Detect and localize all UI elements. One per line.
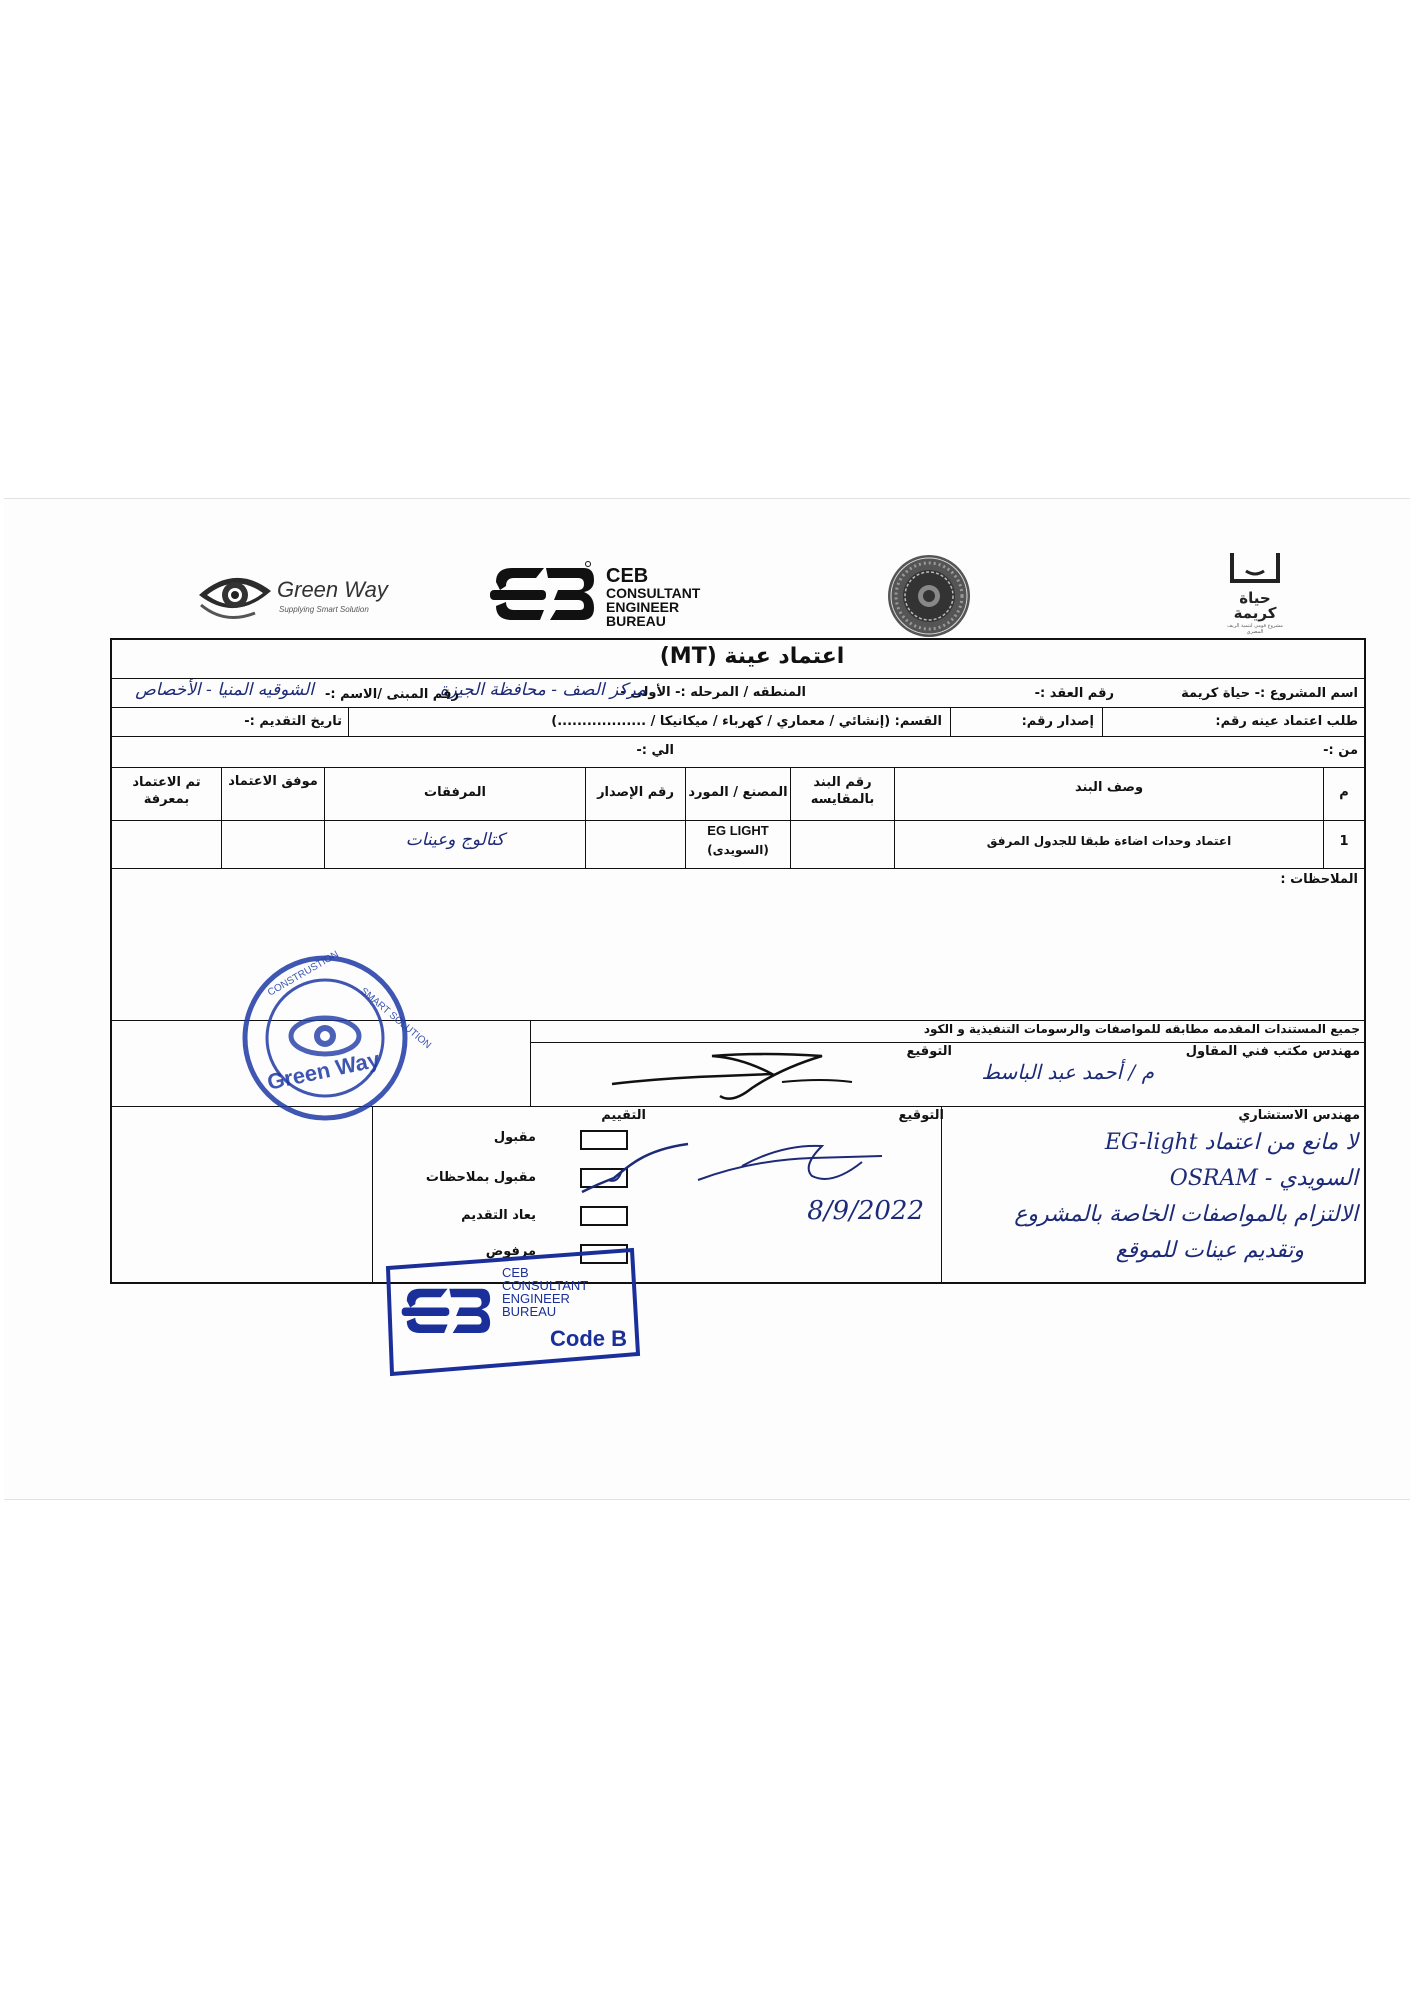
ceb-logo	[488, 560, 728, 630]
issue-number-label: إصدار رقم:	[1021, 714, 1094, 729]
government-seal	[886, 553, 972, 639]
greenway-eye-icon	[195, 565, 275, 625]
ceb-stamp-line: BUREAU	[502, 1304, 557, 1319]
contractor-signature-label: التوقيع	[906, 1044, 952, 1059]
row-attachments: كتالوج وعينات	[405, 830, 505, 850]
to-label: الي :-	[636, 743, 674, 758]
svg-text:SMART SOLUTION: SMART SOLUTION	[358, 985, 433, 1052]
consultant-signature	[692, 1136, 892, 1196]
ceb-code-stamp	[382, 1246, 642, 1376]
from-label: من :-	[1323, 743, 1358, 758]
check-mark-icon	[578, 1140, 698, 1200]
row-supplier-subname: (السويدى)	[707, 843, 769, 857]
row-supplier-name: EG LIGHT	[707, 823, 769, 838]
ceb-logo-text	[606, 566, 700, 628]
ceb-mark-icon	[488, 560, 598, 630]
contractor-signature	[602, 1048, 862, 1108]
evaluation-label: التقييم	[601, 1108, 646, 1123]
hayah-karima-logo	[1218, 549, 1292, 635]
col-number-header: م	[1339, 785, 1349, 800]
ceb-stamp-text	[502, 1266, 588, 1318]
code-b-label: Code B	[550, 1326, 627, 1351]
consultant-note-line: الالتزام بالمواصفات الخاصة بالمشروع	[1014, 1202, 1358, 1227]
ceb-stamp-line: ENGINEER	[502, 1291, 570, 1306]
ceb-line: BUREAU	[606, 613, 666, 629]
hayah-karima-text: حياة كريمة	[1233, 589, 1277, 622]
consultant-note-line: وتقديم عينات للموقع	[1115, 1238, 1304, 1263]
compliance-statement: جميع المستندات المقدمه مطابقه للمواصفات والرسومات التنفيذية و الكود	[923, 1022, 1360, 1036]
col-description-header: وصف البند	[1074, 780, 1144, 795]
department-label: القسم: (إنشائي / معماري / كهرباء / ميكانيكا / ..................)	[551, 714, 942, 729]
consultant-note-line: السويدي - OSRAM	[1169, 1166, 1358, 1191]
ceb-stamp-line: CEB	[502, 1265, 529, 1280]
ceb-line: CONSULTANT	[606, 585, 701, 601]
region-value: مركز الصف - محافظة الجيزة	[439, 680, 646, 700]
ceb-stamp-line: CONSULTANT	[502, 1278, 589, 1293]
col-approved-by-header: تم الاعتماد بمعرفة	[132, 775, 201, 807]
consultant-date: 8/9/2022	[807, 1196, 924, 1226]
evaluation-option-rejected: مرفوض	[485, 1244, 536, 1259]
contractor-engineer-name: م / أحمد عبد الباسط	[981, 1060, 1154, 1084]
sample-request-number-label: طلب اعتماد عينه رقم:	[1215, 714, 1358, 729]
consultant-engineer-label: مهندس الاستشاري	[1238, 1108, 1360, 1123]
notes-label: الملاحظات :	[1280, 872, 1358, 887]
col-issue-header: رقم الإصدار	[597, 785, 674, 800]
resubmit-checkbox[interactable]	[580, 1206, 628, 1226]
hayah-karima-subtext: مشروع قومي لتنمية الريف المصري	[1227, 623, 1283, 635]
seal-emblem-icon	[886, 553, 972, 639]
greenway-logo	[195, 565, 388, 625]
consultant-note-line: لا مانع من اعتماد EG-light	[1104, 1130, 1358, 1155]
consultant-signature-label: التوقيع	[898, 1108, 944, 1123]
col-attachments-header: المرفقات	[424, 785, 486, 800]
region-phase-label: المنطقه / المرحله :- الأولى -	[620, 685, 806, 700]
building-value: الشوقيه المنيا - الأخصاص	[135, 680, 314, 700]
evaluation-option-resubmit: يعاد التقديم	[461, 1208, 536, 1223]
ceb-line: CEB	[606, 565, 649, 587]
submission-date-label: تاريخ التقديم :-	[244, 714, 342, 729]
contractor-engineer-label: مهندس مكتب فني المقاول	[1185, 1044, 1360, 1059]
project-name: اسم المشروع :- حياة كريمة	[1181, 686, 1358, 701]
col-supplier-header: المصنع / المورد	[688, 785, 788, 800]
ceb-line: ENGINEER	[606, 599, 680, 615]
greenway-tagline: Supplying Smart Solution	[279, 605, 369, 614]
greenway-round-stamp	[230, 948, 433, 1128]
greenway-stamp-graphic	[230, 948, 433, 1128]
form-title: اعتماد عينة (MT)	[659, 644, 845, 669]
row-number: 1	[1339, 834, 1349, 849]
contract-number-label: رقم العقد :-	[1034, 686, 1114, 701]
hayah-karima-icon	[1218, 549, 1292, 589]
greenway-name: Green Way	[277, 577, 388, 602]
svg-text:CONSTRUSTION: CONSTRUSTION	[266, 949, 341, 999]
svg-text:Green Way: Green Way	[265, 1046, 382, 1095]
row-description: اعتماد وحدات اضاءة طبقا للجدول المرفق	[986, 834, 1232, 848]
evaluation-option-accepted-with-notes: مقبول بملاحظات	[425, 1170, 536, 1185]
evaluation-option-accepted: مقبول	[493, 1130, 536, 1145]
building-label: رقم المبنى /الاسم :-	[324, 687, 459, 702]
col-approval-status-header: موفق الاعتماد	[228, 774, 318, 789]
col-boq-number-header: رقم البند بالمقايسه	[810, 775, 875, 807]
